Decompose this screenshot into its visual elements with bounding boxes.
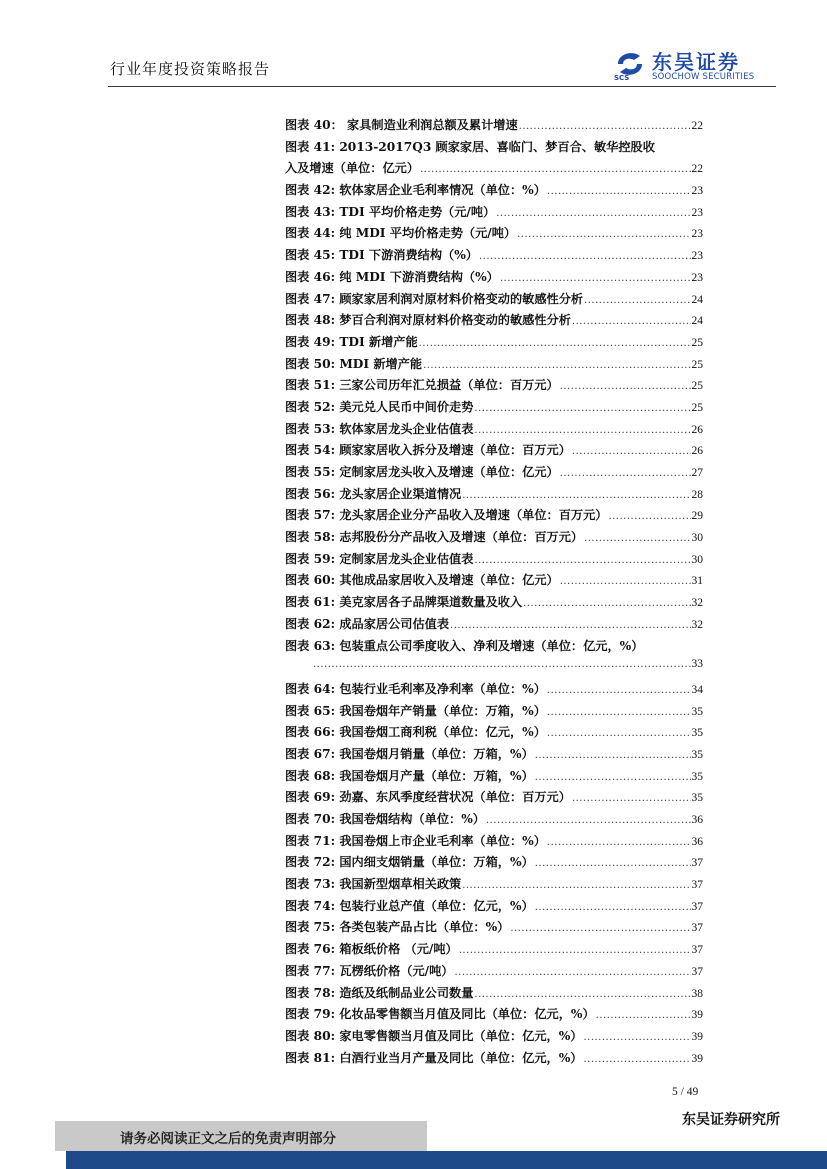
toc-entry[interactable] (285, 268, 703, 290)
toc-leader-dots (572, 793, 691, 804)
toc-entry-label: 图表 43: TDI 平均价格走势（元/吨） (285, 204, 496, 219)
toc-entry[interactable] (285, 138, 703, 160)
toc-entry[interactable] (285, 398, 703, 420)
toc-entry-page: 35 (691, 748, 703, 761)
toc-entry-page: 35 (691, 705, 703, 718)
toc-entry-label: 图表 79: 化妆品零售额当月值及同比（单位：亿元，%） (285, 1007, 595, 1022)
toc-entry-label: 图表 80: 家电零售额当月值及同比（单位：亿元，%） (285, 1028, 583, 1043)
toc-leader-dots (419, 338, 691, 349)
toc-entry[interactable] (285, 506, 703, 528)
toc-entry[interactable] (285, 550, 703, 572)
toc-leader-dots (474, 425, 690, 436)
toc-leader-dots (462, 880, 690, 891)
toc-entry-page: 24 (691, 315, 703, 328)
toc-entry[interactable] (285, 615, 703, 637)
toc-entry-label: 图表 51: 三家公司历年汇兑损益（单位：百万元） (285, 378, 559, 393)
toc-entry[interactable] (285, 441, 703, 463)
toc-entry-label: 图表 54: 顾家家居收入拆分及增速（单位：百万元） (285, 443, 571, 458)
logo-english-name: SOOCHOW SECURITIES (652, 72, 755, 82)
toc-leader-dots (500, 273, 691, 284)
toc-leader-dots (459, 945, 691, 956)
toc-entry-page: 37 (691, 922, 703, 935)
toc-entry-label: 图表 55: 定制家居龙头收入及增速（单位：亿元） (285, 465, 559, 479)
toc-entry-label: 图表 66: 我国卷烟工商利税（单位：亿元，%） (285, 725, 546, 740)
toc-leader-dots (486, 815, 691, 826)
toc-entry-page: 35 (691, 770, 703, 783)
svg-text:SCS: SCS (614, 74, 630, 82)
toc-entry-label: 图表 77: 瓦楞纸价格（元/吨） (285, 963, 454, 978)
header-divider (108, 86, 776, 87)
toc-entry[interactable] (285, 485, 703, 507)
toc-entry-page: 23 (691, 271, 703, 284)
toc-leader-dots (584, 533, 690, 544)
toc-entry-label: 图表 56: 龙头家居企业渠道情况 (285, 486, 462, 501)
toc-entry-page: 30 (691, 532, 703, 545)
toc-entry-page: 32 (691, 597, 703, 610)
toc-entry[interactable] (285, 1049, 703, 1071)
toc-leader-dots (496, 208, 690, 219)
toc-entry[interactable] (285, 311, 703, 333)
toc-entry-page: 31 (691, 575, 703, 588)
toc-leader-dots (420, 164, 690, 175)
toc-leader-dots (313, 659, 691, 670)
toc-entry-page: 25 (691, 358, 703, 371)
toc-entry-label: 图表 47: 顾家家居利润对原材料价格变动的敏感性分析 (285, 291, 584, 306)
toc-entry-page: 39 (691, 1052, 703, 1065)
toc-entry-page: 33 (691, 658, 703, 671)
toc-entry-page: 32 (691, 618, 703, 631)
toc-entry[interactable] (285, 355, 703, 377)
toc-leader-dots (535, 858, 691, 869)
toc-leader-dots (547, 685, 691, 696)
report-type-title: 行业年度投资策略报告 (110, 60, 271, 78)
logo-mark-icon (612, 46, 648, 82)
toc-leader-dots (535, 772, 691, 783)
toc-entry[interactable] (285, 702, 703, 724)
toc-entry-label: 图表 73: 我国新型烟草相关政策 (285, 877, 462, 892)
toc-entry[interactable] (285, 788, 703, 810)
toc-leader-dots (583, 1032, 690, 1043)
toc-entry[interactable] (285, 853, 703, 875)
toc-entry-label: 图表 42: 软体家居企业毛利率情况（单位：%） (285, 183, 546, 198)
footer-disclaimer-text: 请务必阅读正文之后的免责声明部分 (120, 1131, 336, 1147)
toc-entry-label: 图表 78: 造纸及纸制品业公司数量 (285, 985, 474, 1000)
toc-entry-label: 图表 81: 白酒行业当月产量及同比（单位：亿元，%） (285, 1050, 583, 1065)
toc-leader-dots (584, 295, 690, 306)
toc-leader-dots (474, 989, 690, 1000)
toc-leader-dots (523, 598, 690, 609)
research-institute-name: 东吴证券研究所 (682, 1112, 780, 1128)
toc-leader-dots (535, 750, 691, 761)
toc-entry[interactable] (285, 1027, 703, 1049)
toc-entry[interactable] (285, 897, 703, 919)
table-of-figures (285, 116, 703, 1070)
toc-entry[interactable] (285, 420, 703, 442)
toc-entry[interactable] (285, 203, 703, 225)
toc-entry-page: 25 (691, 401, 703, 414)
toc-entry-page: 34 (691, 683, 703, 696)
toc-entry-page: 39 (691, 1009, 703, 1022)
toc-leader-dots (535, 902, 691, 913)
toc-entry-page: 24 (691, 293, 703, 306)
toc-entry-page: 36 (691, 835, 703, 848)
toc-entry-label: 图表 67: 我国卷烟月销量（单位：万箱，%） (285, 746, 534, 761)
toc-entry-label: 图表 70: 我国卷烟结构（单位：%） (285, 812, 485, 826)
toc-entry-page: 30 (691, 553, 703, 566)
toc-entry-label: 图表 58: 志邦股份分产品收入及增速（单位：百万元） (285, 530, 584, 545)
toc-entry[interactable] (285, 810, 703, 832)
toc-entry[interactable] (285, 767, 703, 789)
toc-entry[interactable] (285, 875, 703, 897)
toc-leader-dots (596, 1010, 691, 1021)
toc-leader-dots (474, 555, 690, 566)
toc-entry-page: 35 (691, 727, 703, 740)
toc-leader-dots (423, 360, 690, 371)
toc-entry[interactable] (285, 745, 703, 767)
toc-entry[interactable] (285, 159, 703, 181)
toc-entry-label: 入及增速（单位：亿元） (285, 161, 420, 176)
toc-entry-label: 图表 62: 成品家居公司估值表 (285, 616, 450, 631)
toc-entry-label: 图表 50: MDI 新增产能 (285, 356, 423, 371)
toc-entry[interactable] (285, 723, 703, 745)
toc-entry-label: 图表 71: 我国卷烟上市企业毛利率（单位：%） (285, 833, 546, 848)
toc-entry-page: 37 (691, 857, 703, 870)
toc-entry-page: 28 (691, 488, 703, 501)
toc-entry[interactable] (285, 463, 703, 485)
toc-leader-dots (547, 707, 691, 718)
page-number: 5 / 49 (672, 1086, 699, 1098)
toc-entry-label: 图表 59: 定制家居龙头企业估值表 (285, 551, 474, 566)
toc-entry[interactable] (285, 962, 703, 984)
toc-entry-label: 图表 75: 各类包装产品占比（单位：%） (285, 920, 510, 935)
toc-entry-page: 37 (691, 944, 703, 957)
toc-entry[interactable] (285, 181, 703, 203)
toc-entry-page: 25 (691, 336, 703, 349)
toc-leader-dots (517, 229, 690, 240)
toc-entry-page: 25 (691, 380, 703, 393)
toc-entry-label: 图表 69: 劲嘉、东风季度经营状况（单位：百万元） (285, 790, 571, 805)
toc-entry-label: 图表 74: 包装行业总产值（单位：亿元，%） (285, 898, 534, 913)
toc-entry-label: 图表 40： 家具制造业利润总额及累计增速 (285, 118, 518, 132)
toc-entry-page: 37 (691, 879, 703, 892)
toc-entry-label: 图表 65: 我国卷烟年产销量（单位：万箱，%） (285, 703, 546, 718)
toc-leader-dots (608, 511, 690, 522)
toc-entry-page: 22 (691, 163, 703, 176)
toc-entry-label: 图表 64: 包装行业毛利率及净利率（单位：%） (285, 681, 546, 696)
toc-entry-page: 38 (691, 987, 703, 1000)
toc-leader-dots (519, 121, 691, 132)
toc-entry-page: 23 (691, 206, 703, 219)
toc-leader-dots (572, 316, 691, 327)
toc-entry[interactable] (285, 984, 703, 1006)
toc-leader-dots (560, 468, 691, 479)
toc-entry-label: 图表 61: 美克家居各子品牌渠道数量及收入 (285, 595, 523, 610)
toc-entry[interactable] (285, 528, 703, 550)
toc-entry-page: 29 (691, 510, 703, 523)
toc-leader-dots (583, 1054, 690, 1065)
toc-leader-dots (560, 381, 691, 392)
toc-leader-dots (547, 837, 691, 848)
toc-entry-label: 图表 46: 纯 MDI 下游消费结构（%） (285, 269, 499, 284)
toc-leader-dots (450, 620, 690, 631)
toc-entry[interactable] (285, 832, 703, 854)
toc-entry[interactable] (285, 1005, 703, 1027)
toc-entry[interactable] (285, 116, 703, 138)
toc-entry-label: 图表 48: 梦百合利润对原材料价格变动的敏感性分析 (285, 313, 571, 328)
toc-entry[interactable] (285, 376, 703, 398)
logo-chinese-name: 东吴证券 (652, 50, 740, 74)
toc-leader-dots (462, 490, 690, 501)
toc-leader-dots (547, 728, 691, 739)
toc-entry-label: 图表 60: 其他成品家居收入及增速（单位：亿元） (285, 573, 559, 588)
toc-entry-label: 图表 41: 2013-2017Q3 顾家家居、喜临门、梦百合、敏华控股收 (285, 139, 655, 154)
toc-entry-page: 26 (691, 445, 703, 458)
toc-leader-dots (479, 251, 691, 262)
toc-entry-label: 图表 53: 软体家居龙头企业估值表 (285, 421, 474, 436)
toc-entry[interactable] (285, 246, 703, 268)
toc-entry-page: 35 (691, 792, 703, 805)
toc-entry[interactable] (285, 290, 703, 312)
company-logo (612, 46, 782, 86)
toc-entry[interactable] (285, 918, 703, 940)
toc-leader-dots (572, 446, 691, 457)
toc-entry-page: 37 (691, 965, 703, 978)
toc-entry-label: 图表 68: 我国卷烟月产量（单位：万箱，%） (285, 768, 534, 783)
toc-entry-label: 图表 45: TDI 下游消费结构（%） (285, 248, 478, 263)
toc-leader-dots (454, 967, 690, 978)
toc-entry[interactable] (285, 940, 703, 962)
toc-entry-page: 26 (691, 423, 703, 436)
toc-entry-label: 图表 52: 美元兑人民币中间价走势 (285, 399, 474, 414)
toc-entry-page: 36 (691, 814, 703, 826)
toc-entry-page: 23 (691, 250, 703, 263)
toc-leader-dots (510, 923, 690, 934)
toc-entry-page: 39 (691, 1030, 703, 1043)
toc-entry-page: 23 (691, 228, 703, 241)
toc-entry[interactable] (285, 224, 703, 246)
toc-entry-label: 图表 63: 包装重点公司季度收入、净利及增速（单位：亿元，%） (285, 638, 644, 653)
toc-entry[interactable] (285, 680, 703, 702)
toc-leader-dots (560, 576, 691, 587)
toc-entry-label: 图表 49: TDI 新增产能 (285, 334, 418, 349)
toc-entry-page: 27 (691, 467, 703, 479)
toc-leader-dots (474, 403, 690, 414)
toc-leader-dots (547, 186, 691, 197)
toc-entry[interactable] (285, 637, 703, 659)
toc-entry-page: 23 (691, 185, 703, 198)
toc-entry-label: 图表 72: 国内细支烟销量（单位：万箱，%） (285, 855, 534, 870)
toc-entry-label: 图表 76: 箱板纸价格 （元/吨） (285, 942, 458, 957)
toc-entry[interactable] (285, 658, 703, 680)
toc-entry[interactable] (285, 593, 703, 615)
toc-entry[interactable] (285, 571, 703, 593)
toc-entry-label: 图表 57: 龙头家居企业分产品收入及增速（单位：百万元） (285, 508, 608, 523)
toc-entry[interactable] (285, 333, 703, 355)
toc-entry-label: 图表 44: 纯 MDI 平均价格走势（元/吨） (285, 226, 517, 241)
toc-entry-page: 37 (691, 900, 703, 913)
footer-blue-bar (66, 1151, 827, 1169)
toc-entry-page: 22 (691, 120, 703, 132)
